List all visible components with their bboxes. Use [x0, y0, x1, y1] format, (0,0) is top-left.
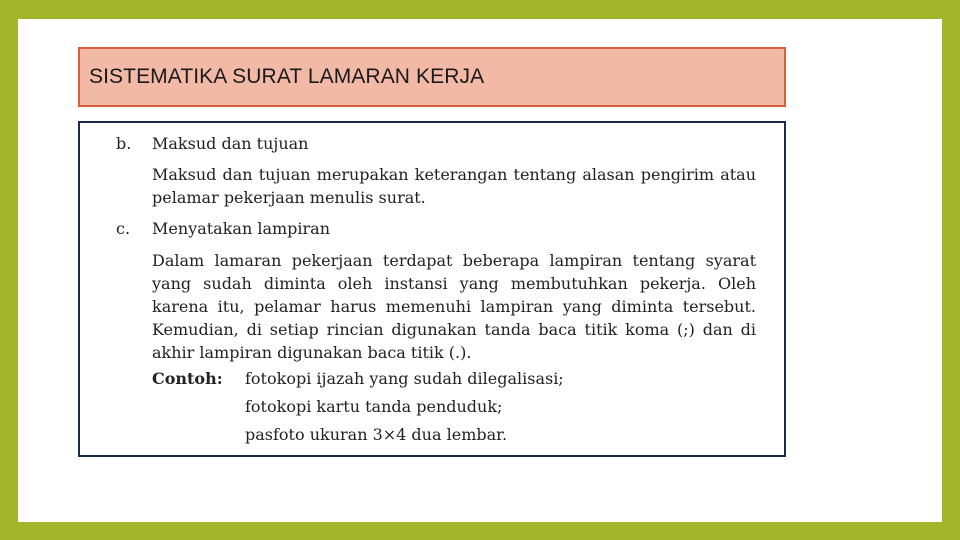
example-line-1: fotokopi ijazah yang sudah dilegalisasi;: [245, 369, 564, 388]
example-label: Contoh:: [152, 369, 223, 388]
document-excerpt: [80, 123, 784, 455]
item-marker-b: b.: [116, 134, 132, 153]
example-line-3: pasfoto ukuran 3×4 dua lembar.: [245, 425, 508, 444]
item-heading-b: Maksud dan tujuan: [152, 134, 309, 153]
item-marker-c: c.: [116, 219, 131, 238]
example-line-2: fotokopi kartu tanda penduduk;: [245, 397, 503, 416]
content-box: [78, 121, 786, 457]
item-heading-c: Menyatakan lampiran: [152, 219, 331, 238]
title-box: [78, 47, 786, 107]
slide-title: SISTEMATIKA SURAT LAMARAN KERJA: [89, 65, 485, 88]
item-paragraph-c: Dalam lamaran pekerjaan terdapat beberapa lampiran tentang syarat yang sudah diminta oleh instansi yang membutuhkan pekerja. Oleh karena itu, pelamar harus memenuhi lampiran yang diminta tersebut. Kemudian, di setiap rincian digunakan tanda baca titik koma (;) dan di akhir lampiran digunakan baca titik (.).: [152, 251, 756, 362]
item-paragraph-b: Maksud dan tujuan merupakan keterangan tentang alasan pengirim atau pelamar pekerjaan menulis surat.: [152, 165, 756, 207]
